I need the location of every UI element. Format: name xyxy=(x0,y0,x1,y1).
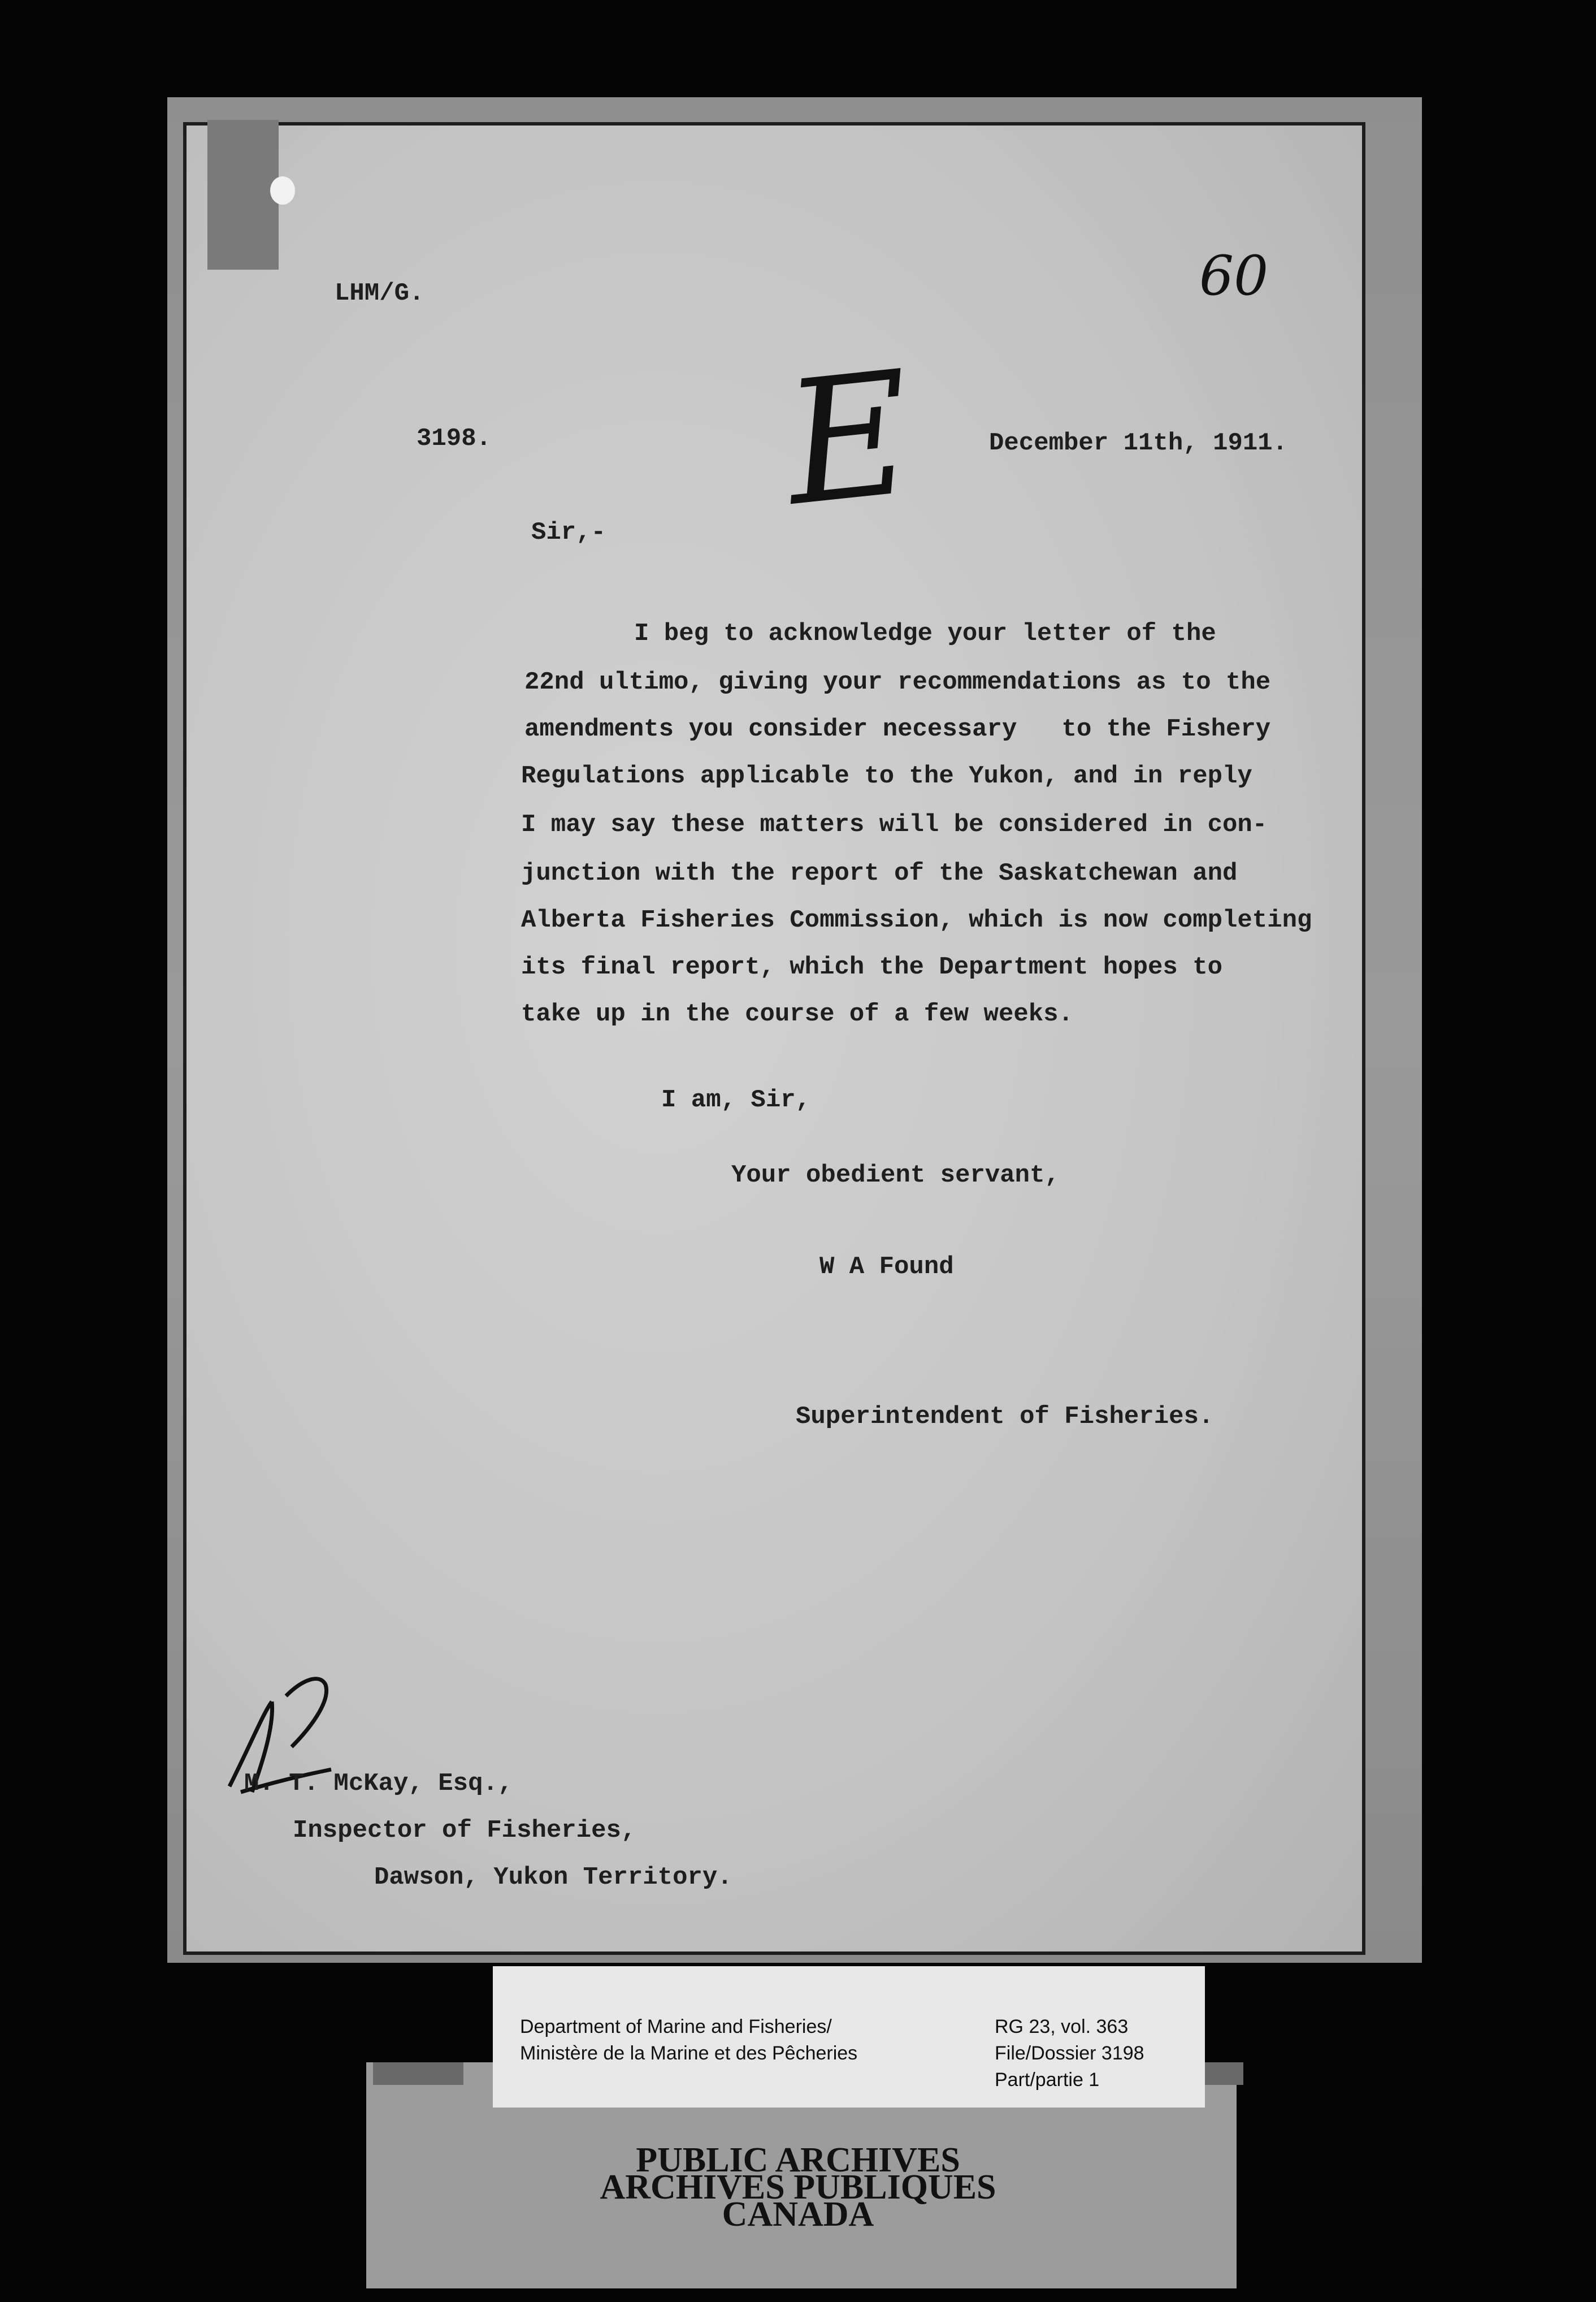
handwritten-mark: E xyxy=(777,334,921,544)
recipient-name: M. T. McKay, Esq., xyxy=(244,1769,513,1798)
letter-page xyxy=(187,126,1362,1951)
body-line: junction with the report of the Saskatchewan and xyxy=(521,859,1238,888)
record-group: RG 23, vol. 363 xyxy=(995,2016,1129,2037)
reference-code: LHM/G. xyxy=(335,279,424,308)
department-french: Ministère de la Marine et des Pêcheries xyxy=(520,2043,858,2064)
body-line: its final report, which the Department hopes to xyxy=(521,953,1223,981)
body-line: Regulations applicable to the Yukon, and in reply xyxy=(521,762,1252,790)
archive-stamp-edge xyxy=(373,2062,463,2085)
file-dossier: File/Dossier 3198 xyxy=(995,2043,1144,2064)
file-number: 3198. xyxy=(417,425,492,453)
closing-line: Your obedient servant, xyxy=(731,1161,1060,1189)
body-line: I beg to acknowledge your letter of the xyxy=(634,620,1216,648)
body-line: I may say these matters will be considered in con- xyxy=(521,811,1268,839)
signer-name: W A Found xyxy=(819,1253,954,1281)
page-corner-tab xyxy=(207,120,279,270)
recipient-title: Inspector of Fisheries, xyxy=(293,1816,636,1845)
archive-stamp-line: PUBLIC ARCHIVES xyxy=(636,2141,960,2179)
body-line: Alberta Fisheries Commission, which is now completing xyxy=(521,906,1312,934)
body-line: take up in the course of a few weeks. xyxy=(521,1000,1073,1028)
department-english: Department of Marine and Fisheries/ xyxy=(520,2016,832,2037)
page-number: 60 xyxy=(1199,244,1269,308)
signer-title: Superintendent of Fisheries. xyxy=(796,1403,1214,1431)
punch-hole xyxy=(270,176,295,205)
letter-date: December 11th, 1911. xyxy=(989,429,1288,457)
salutation: Sir,- xyxy=(531,518,606,547)
part-partie: Part/partie 1 xyxy=(995,2069,1100,2091)
body-line: amendments you consider necessary to the Fishery xyxy=(524,715,1271,743)
archive-stamp-line: CANADA xyxy=(722,2195,874,2234)
recipient-address: Dawson, Yukon Territory. xyxy=(374,1863,732,1892)
body-line: 22nd ultimo, giving your recommendations as to the xyxy=(524,668,1271,696)
closing-line: I am, Sir, xyxy=(661,1086,811,1114)
archive-stamp-line: ARCHIVES PUBLIQUES xyxy=(600,2168,996,2206)
